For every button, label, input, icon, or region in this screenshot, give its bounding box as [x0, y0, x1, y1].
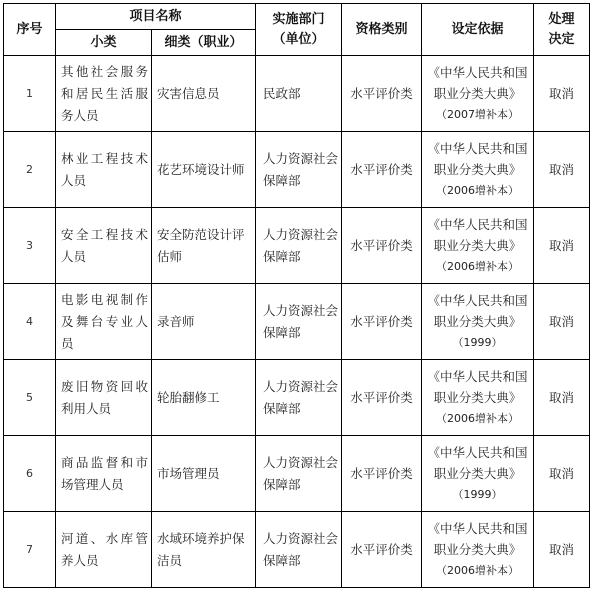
row-category: 水平评价类: [342, 132, 422, 208]
row-index: 1: [4, 56, 56, 132]
row-decision: 取消: [534, 284, 590, 360]
row-decision: 取消: [534, 360, 590, 436]
basis-line-1: 《中华人民共和国: [427, 369, 528, 384]
basis-line-2: 职业分类大典》: [433, 542, 522, 557]
table-body: [4, 56, 590, 588]
row-dept: 民政部: [256, 56, 342, 132]
basis-line-3: （2006增补本）: [436, 564, 520, 577]
basis-line-3: （2006增补本）: [436, 412, 520, 425]
basis-line-3: （1999）: [452, 488, 503, 501]
row-decision: 取消: [534, 56, 590, 132]
row-dept: 人力资源社会保障部: [256, 208, 342, 284]
row-basis: [422, 132, 534, 208]
row-subcategory: 电影电视制作及舞台专业人员: [56, 284, 152, 360]
row-detail: 市场管理员: [152, 436, 256, 512]
basis-line-1: 《中华人民共和国: [427, 217, 528, 232]
header-decision-line2: 决定: [548, 31, 575, 47]
basis-line-3: （2006增补本）: [436, 184, 520, 197]
row-detail: 灾害信息员: [152, 56, 256, 132]
basis-line-3: （2006增补本）: [436, 260, 520, 273]
row-basis: [422, 208, 534, 284]
row-detail: 花艺环境设计师: [152, 132, 256, 208]
table-row: [4, 436, 590, 512]
table-row: [4, 512, 590, 588]
table-row: [4, 132, 590, 208]
row-index: 7: [4, 512, 56, 588]
row-index: 3: [4, 208, 56, 284]
row-detail: 录音师: [152, 284, 256, 360]
row-detail: 轮胎翻修工: [152, 360, 256, 436]
row-category: 水平评价类: [342, 360, 422, 436]
row-category: 水平评价类: [342, 284, 422, 360]
header-detail: 细类（职业）: [152, 30, 256, 56]
table-row: [4, 284, 590, 360]
row-subcategory: 其他社会服务和居民生活服务人员: [56, 56, 152, 132]
row-detail: 水域环境养护保洁员: [152, 512, 256, 588]
row-dept: 人力资源社会保障部: [256, 512, 342, 588]
basis-line-2: 职业分类大典》: [433, 314, 522, 329]
basis-line-1: 《中华人民共和国: [427, 141, 528, 156]
basis-line-1: 《中华人民共和国: [427, 521, 528, 536]
row-decision: 取消: [534, 132, 590, 208]
row-decision: 取消: [534, 512, 590, 588]
row-index: 5: [4, 360, 56, 436]
row-detail: 安全防范设计评估师: [152, 208, 256, 284]
row-subcategory: 林业工程技术人员: [56, 132, 152, 208]
header-decision-line1: 处理: [548, 11, 575, 27]
row-index: 2: [4, 132, 56, 208]
row-dept: 人力资源社会保障部: [256, 436, 342, 512]
row-basis: [422, 360, 534, 436]
row-subcategory: 安全工程技术人员: [56, 208, 152, 284]
row-category: 水平评价类: [342, 208, 422, 284]
basis-line-1: 《中华人民共和国: [427, 445, 528, 460]
row-basis: [422, 284, 534, 360]
basis-line-3: （2007增补本）: [436, 108, 520, 121]
row-index: 4: [4, 284, 56, 360]
row-subcategory: 商品监督和市场管理人员: [56, 436, 152, 512]
row-dept: 人力资源社会保障部: [256, 284, 342, 360]
row-dept: 人力资源社会保障部: [256, 360, 342, 436]
header-basis: 设定依据: [422, 4, 534, 56]
basis-line-2: 职业分类大典》: [433, 466, 522, 481]
table-row: [4, 208, 590, 284]
row-decision: 取消: [534, 208, 590, 284]
row-category: 水平评价类: [342, 512, 422, 588]
basis-line-2: 职业分类大典》: [433, 86, 522, 101]
row-category: 水平评价类: [342, 56, 422, 132]
basis-line-2: 职业分类大典》: [433, 162, 522, 177]
basis-line-2: 职业分类大典》: [433, 390, 522, 405]
header-project-name: 项目名称: [56, 4, 256, 30]
basis-line-1: 《中华人民共和国: [427, 65, 528, 80]
header-decision: [534, 4, 590, 56]
basis-line-2: 职业分类大典》: [433, 238, 522, 253]
header-dept: [256, 4, 342, 56]
row-basis: [422, 436, 534, 512]
basis-line-1: 《中华人民共和国: [427, 293, 528, 308]
header-dept-line2: （单位）: [272, 31, 325, 47]
row-index: 6: [4, 436, 56, 512]
row-basis: [422, 512, 534, 588]
basis-line-3: （1999）: [452, 336, 503, 349]
header-category: 资格类别: [342, 4, 422, 56]
table-row: [4, 360, 590, 436]
table-row: [4, 56, 590, 132]
row-dept: 人力资源社会保障部: [256, 132, 342, 208]
header-row-1: [4, 4, 590, 30]
row-subcategory: 废旧物资回收利用人员: [56, 360, 152, 436]
row-decision: 取消: [534, 436, 590, 512]
row-subcategory: 河道、水库管养人员: [56, 512, 152, 588]
qualification-table: [3, 3, 590, 588]
header-subcategory: 小类: [56, 30, 152, 56]
row-category: 水平评价类: [342, 436, 422, 512]
header-dept-line1: 实施部门: [272, 11, 325, 27]
row-basis: [422, 56, 534, 132]
header-index: 序号: [4, 4, 56, 56]
